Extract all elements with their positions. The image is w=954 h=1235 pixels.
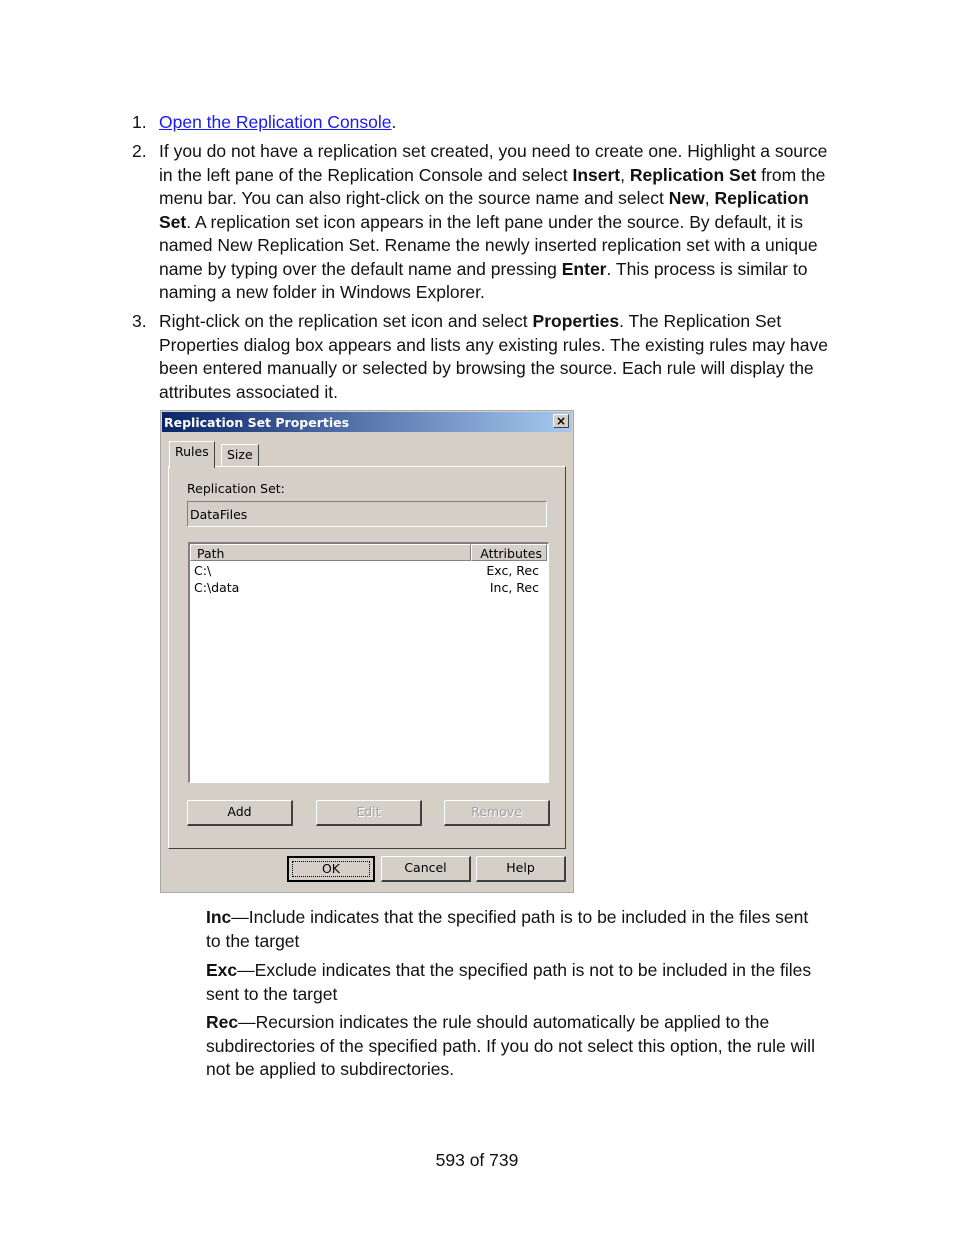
- edit-button[interactable]: Edit: [316, 800, 422, 826]
- help-button[interactable]: Help: [476, 856, 566, 882]
- tab-rules[interactable]: Rules: [169, 441, 215, 468]
- step-number: 3.: [132, 311, 147, 331]
- definition-text: —Exclude indicates that the specified path is not to be included in the files sent to the target: [206, 960, 812, 1004]
- column-label: Attributes: [480, 546, 542, 561]
- close-icon[interactable]: ×: [553, 414, 569, 428]
- definition-text: —Recursion indicates the rule should automatically be applied to the subdirectories of the specified path. If you do not select this option, the rule will not be applied to subdirectories.: [206, 1012, 815, 1079]
- column-header-path[interactable]: [190, 544, 471, 561]
- rule-path: C:\: [194, 563, 212, 578]
- replication-set-name-value: DataFiles: [190, 507, 248, 522]
- definition-text: —Include indicates that the specified path is to be included in the files sent to the target: [206, 907, 809, 951]
- definition-rec: [206, 1011, 826, 1082]
- column-header-attributes[interactable]: [471, 544, 547, 561]
- definition-inc: [206, 906, 826, 953]
- term: Rec: [206, 1012, 239, 1032]
- remove-button[interactable]: Remove: [444, 800, 550, 826]
- step-3: [132, 310, 832, 404]
- step-text: If you do not have a replication set created, you need to create one. Highlight a source in the left pane of the Replication Console and select Insert, Replication Set from the menu bar. You can also right-click on the source name and select New, Replication Set. A replication set icon appears in the left pane under the source. By default, it is named New Replication Set. Rename the newly inserted replication set with a unique name by typing over the default name and pressing Enter. This process is similar to naming a new folder in Windows Explorer.: [159, 141, 828, 302]
- replication-set-properties-dialog: [160, 410, 574, 893]
- key-enter: Enter: [561, 258, 607, 279]
- rules-list[interactable]: [188, 542, 549, 783]
- step-number: 1.: [132, 112, 147, 132]
- add-button[interactable]: Add: [187, 800, 293, 826]
- rule-row[interactable]: [190, 580, 545, 596]
- rule-row[interactable]: [190, 563, 545, 579]
- ok-label: OK: [321, 861, 341, 876]
- dialog-titlebar: [162, 412, 572, 432]
- cancel-button[interactable]: Cancel: [381, 856, 471, 882]
- punctuation: .: [391, 112, 397, 132]
- menu-new: New: [668, 188, 705, 208]
- replication-set-name-field: [187, 501, 547, 527]
- menu-replication-set: Replication Set: [629, 164, 757, 185]
- rule-attributes: Exc, Rec: [486, 563, 539, 578]
- menu-replication-set: Replication Set: [159, 188, 809, 232]
- open-replication-console-link[interactable]: Open the Replication Console: [159, 112, 392, 132]
- term: Exc: [206, 960, 238, 980]
- tab-size[interactable]: Size: [221, 444, 259, 466]
- column-label: Path: [197, 546, 225, 561]
- menu-insert: Insert: [572, 164, 621, 185]
- rule-attributes: Inc, Rec: [489, 580, 539, 595]
- rule-path: C:\data: [194, 580, 240, 595]
- term: Inc: [206, 907, 232, 927]
- rules-tab-panel: [168, 466, 566, 849]
- step-text: Right-click on the replication set icon and select Properties. The Replication Set Properties dialog box appears and lists any existing rules. The existing rules may have been entered manually or selected by browsing the source. Each rule will display the attributes associated it.: [159, 311, 828, 402]
- page-number: 593 of 739: [435, 1150, 519, 1170]
- menu-properties: Properties: [532, 311, 620, 331]
- focus-rect: [292, 861, 370, 877]
- ok-button[interactable]: [287, 856, 375, 882]
- step-1: [132, 111, 832, 135]
- definition-exc: [206, 959, 826, 1006]
- dialog-title: Replication Set Properties: [164, 415, 350, 430]
- step-2: [132, 140, 832, 305]
- replication-set-label: Replication Set:: [187, 481, 285, 496]
- step-number: 2.: [132, 141, 147, 161]
